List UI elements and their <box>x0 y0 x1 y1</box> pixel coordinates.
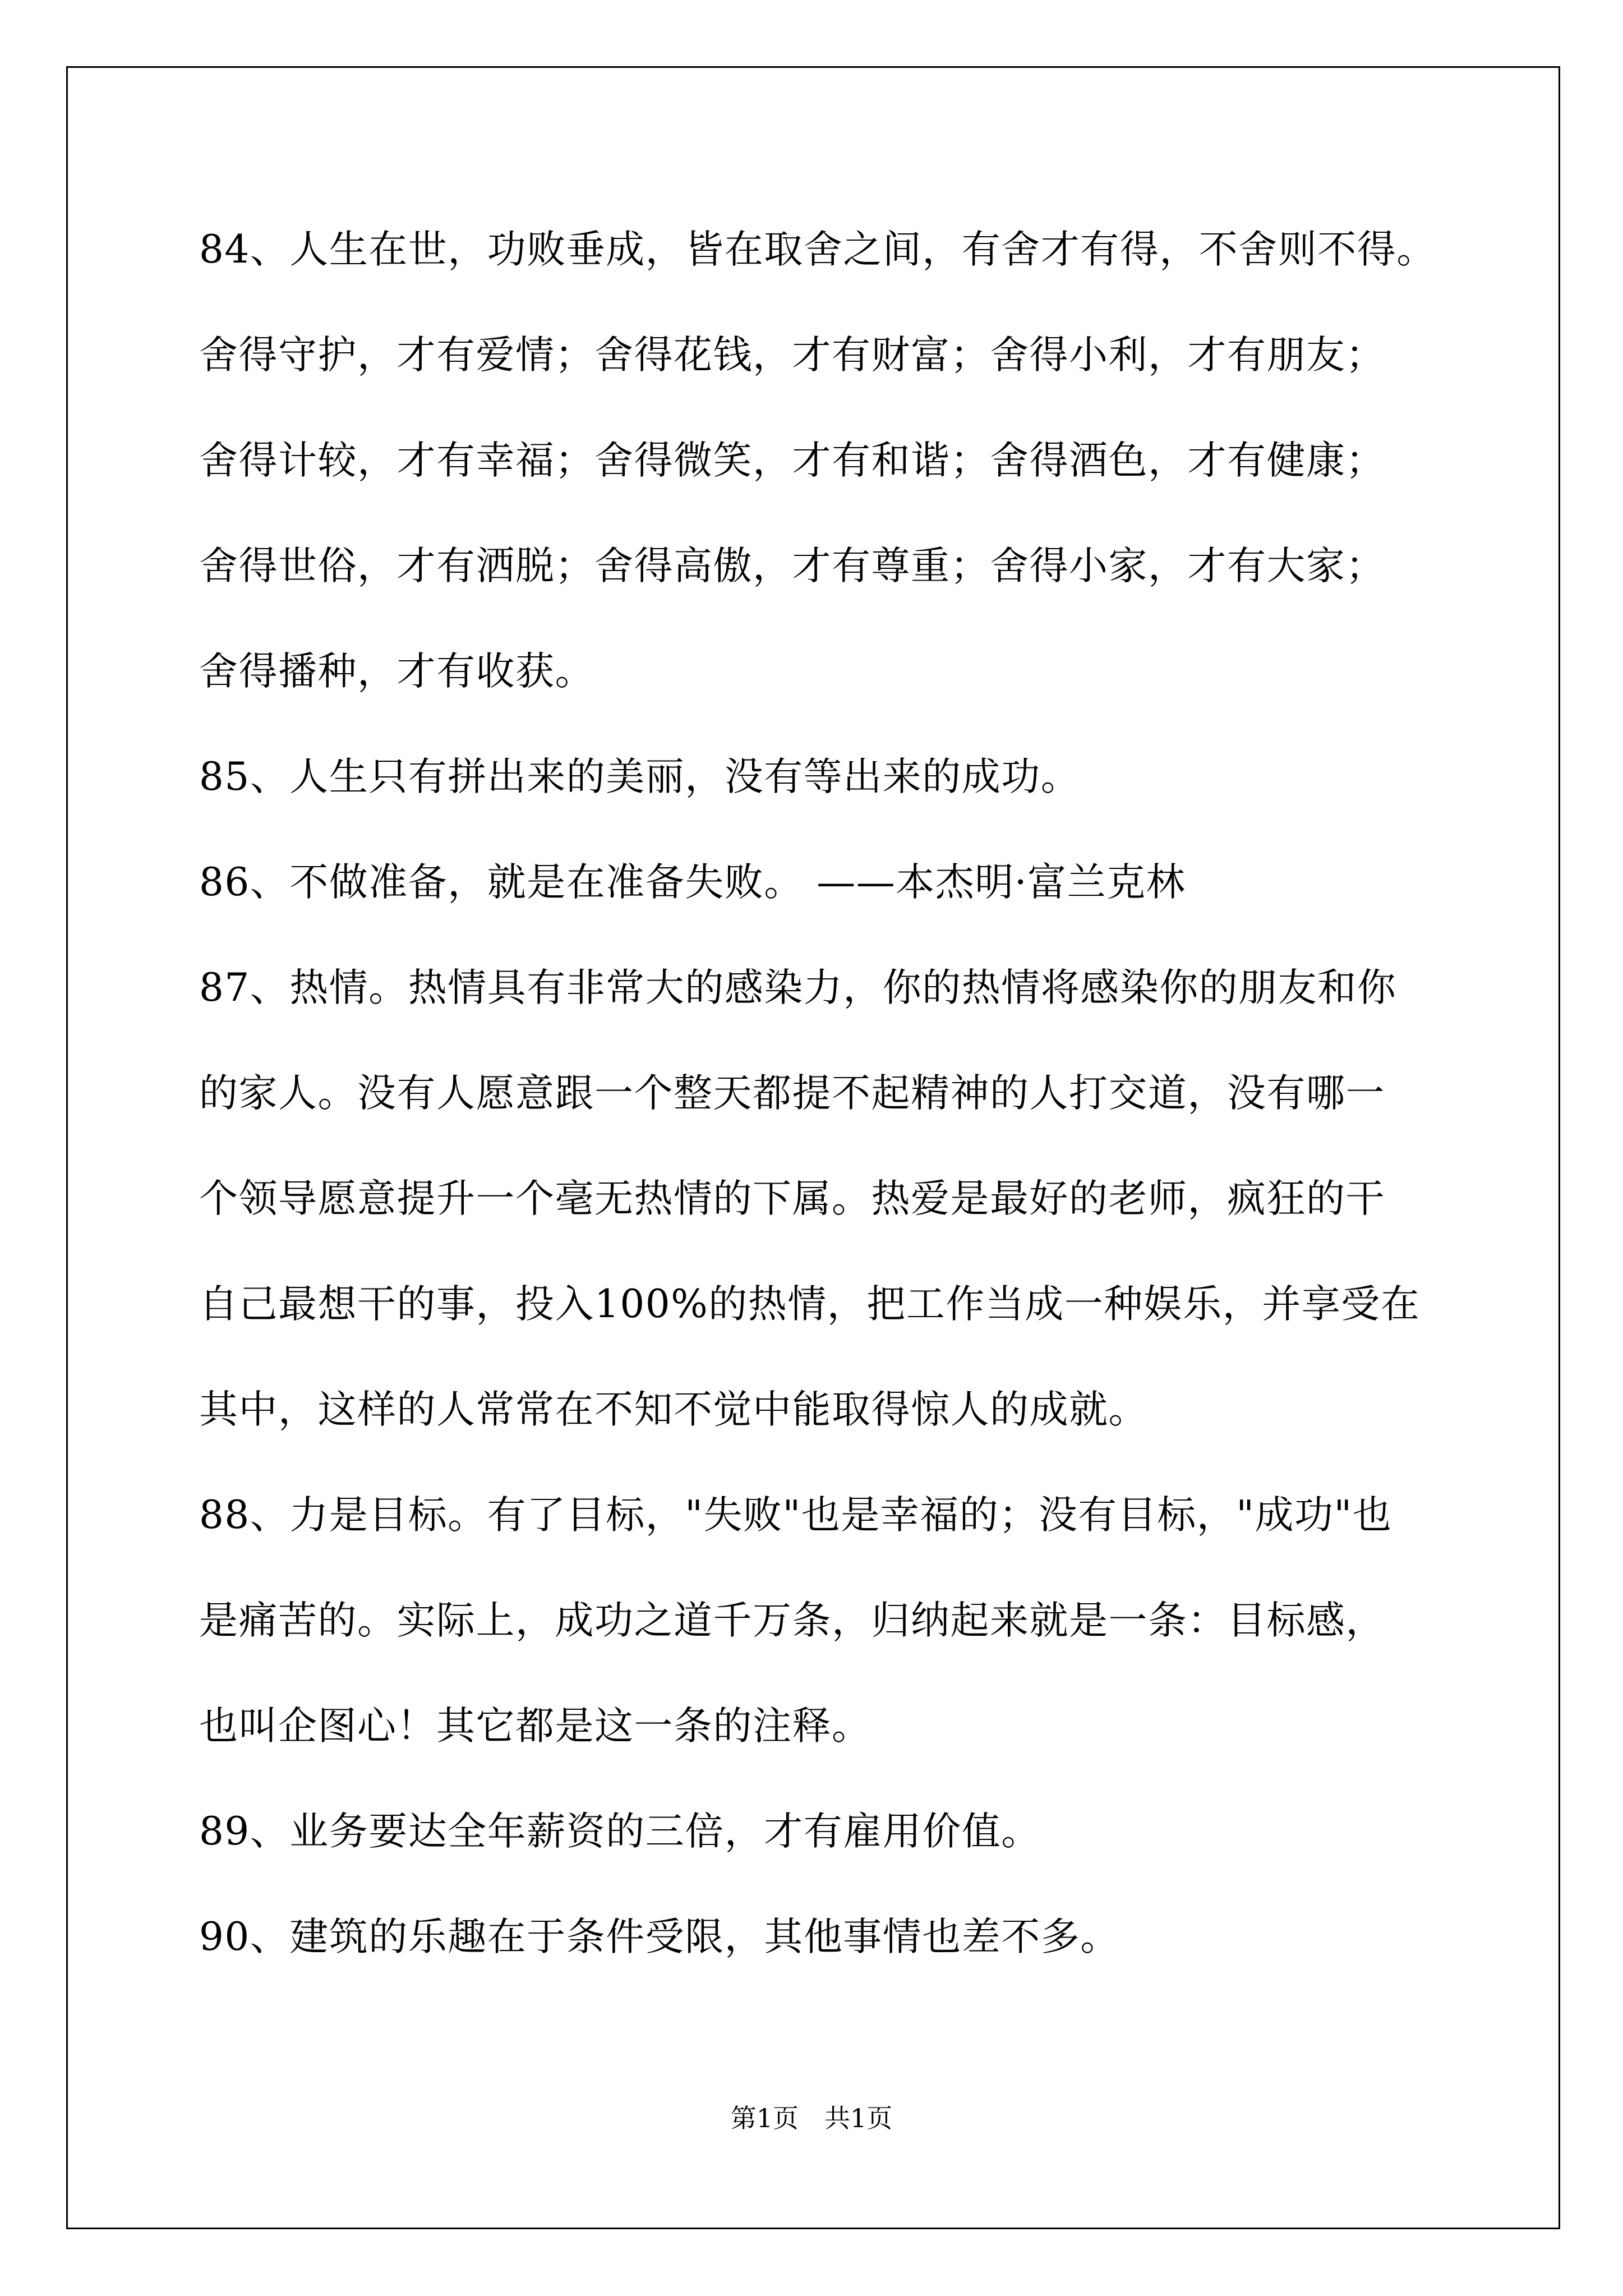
text-line: 舍得播种，才有收获。 <box>199 649 594 694</box>
text-line: 89、业务要达全年薪资的三倍，才有雇用价值。 <box>199 1809 1041 1854</box>
text-line: 舍得世俗，才有洒脱；舍得高傲，才有尊重；舍得小家，才有大家； <box>199 544 1385 588</box>
text-line: 也叫企图心！其它都是这一条的注释。 <box>199 1704 872 1749</box>
text-line: 个领导愿意提升一个毫无热情的下属。热爱是最好的老师，疯狂的干 <box>199 1176 1385 1221</box>
text-line: 是痛苦的。实际上，成功之道千万条，归纳起来就是一条：目标感， <box>199 1598 1385 1643</box>
text-line: 舍得守护，才有爱情；舍得花钱，才有财富；舍得小利，才有朋友； <box>199 333 1385 378</box>
text-line: 的家人。没有人愿意跟一个整天都提不起精神的人打交道，没有哪一 <box>199 1071 1385 1116</box>
text-line: 90、建筑的乐趣在于条件受限，其他事情也差不多。 <box>199 1915 1120 1959</box>
text-line: 舍得计较，才有幸福；舍得微笑，才有和谐；舍得酒色，才有健康； <box>199 438 1385 483</box>
text-line: 其中，这样的人常常在不知不觉中能取得惊人的成就。 <box>199 1387 1148 1432</box>
text-line: 87、热情。热情具有非常大的感染力，你的热情将感染你的朋友和你 <box>199 965 1397 1010</box>
text-line: 自己最想干的事，投入100%的热情，把工作当成一种娱乐，并享受在 <box>199 1282 1421 1327</box>
page-border <box>66 66 1560 2229</box>
page-number-footer: 第1页 共1页 <box>730 2103 893 2133</box>
text-line: 86、不做准备，就是在准备失败。 ——本杰明·富兰克林 <box>199 860 1186 905</box>
text-line: 85、人生只有拼出来的美丽，没有等出来的成功。 <box>199 754 1081 799</box>
text-line: 84、人生在世，功败垂成，皆在取舍之间，有舍才有得，不舍则不得。 <box>199 227 1436 272</box>
text-line: 88、力是目标。有了目标，"失败"也是幸福的；没有目标，"成功"也 <box>199 1493 1393 1538</box>
